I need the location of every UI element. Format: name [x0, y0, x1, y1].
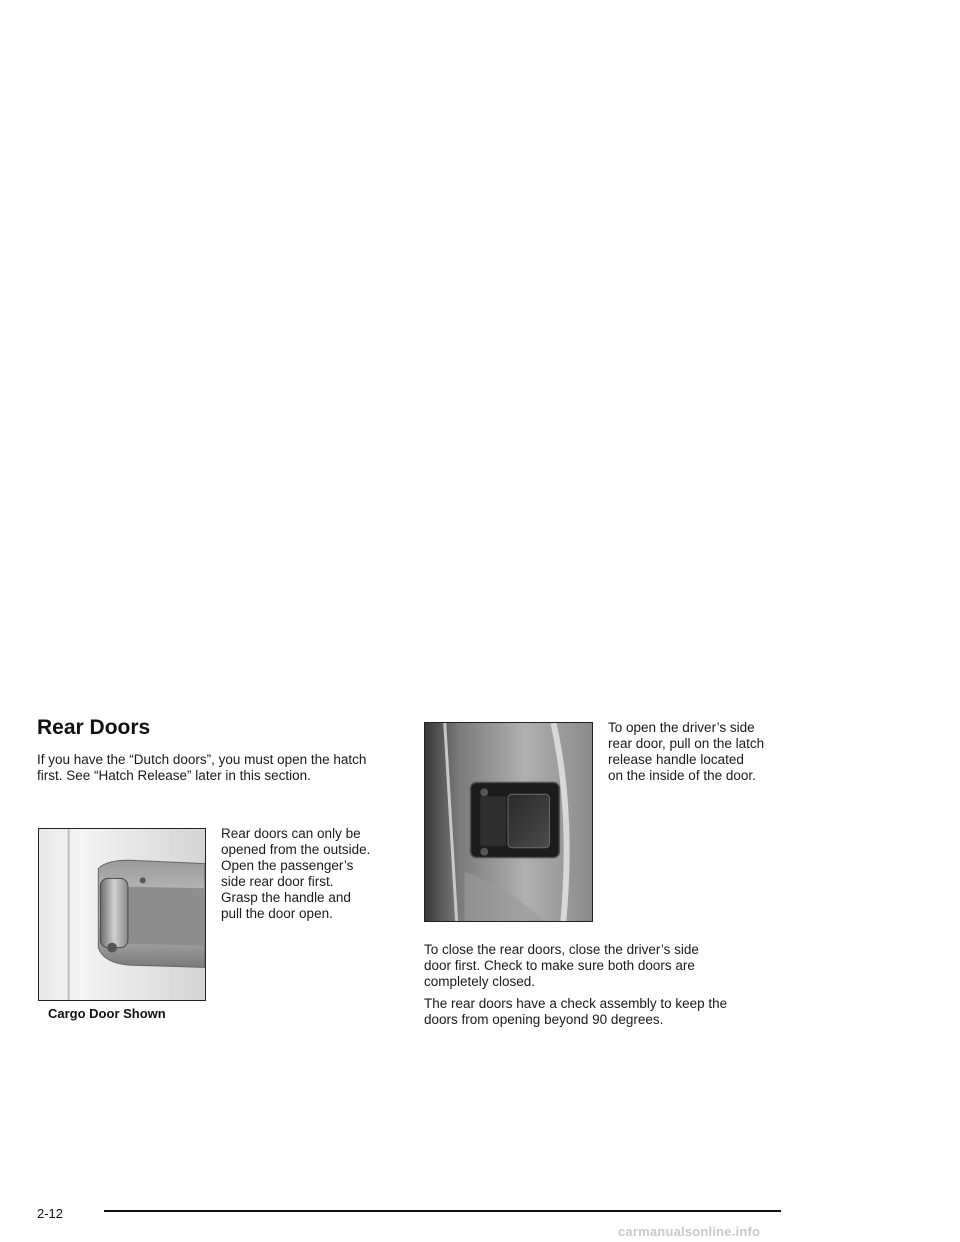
close-doors-text: To close the rear doors, close the driver’s side door first. Check to make sure both doors are completely closed. [424, 942, 699, 989]
cargo-door-handle-photo [38, 828, 206, 1001]
check-assembly-text: The rear doors have a check assembly to keep the doors from opening beyond 90 degrees. [424, 996, 728, 1027]
outside-open-text: Rear doors can only be opened from the outside. Open the passenger’s side rear door first. Grasp the handle and pull the door open. [221, 826, 371, 921]
section-heading: Rear Doors [37, 716, 151, 739]
watermark: carmanualsonline.info [618, 1224, 761, 1239]
intro-paragraph: If you have the “Dutch doors”, you must open the hatch first. See “Hatch Release” later in this section. [37, 752, 367, 783]
photo-caption: Cargo Door Shown [48, 1006, 166, 1021]
inside-latch-handle-photo [424, 722, 593, 922]
inside-open-text: To open the driver’s side rear door, pull on the latch release handle located on the inside of the door. [608, 720, 765, 783]
footer-rule [104, 1210, 781, 1212]
page-number: 2-12 [37, 1206, 64, 1221]
